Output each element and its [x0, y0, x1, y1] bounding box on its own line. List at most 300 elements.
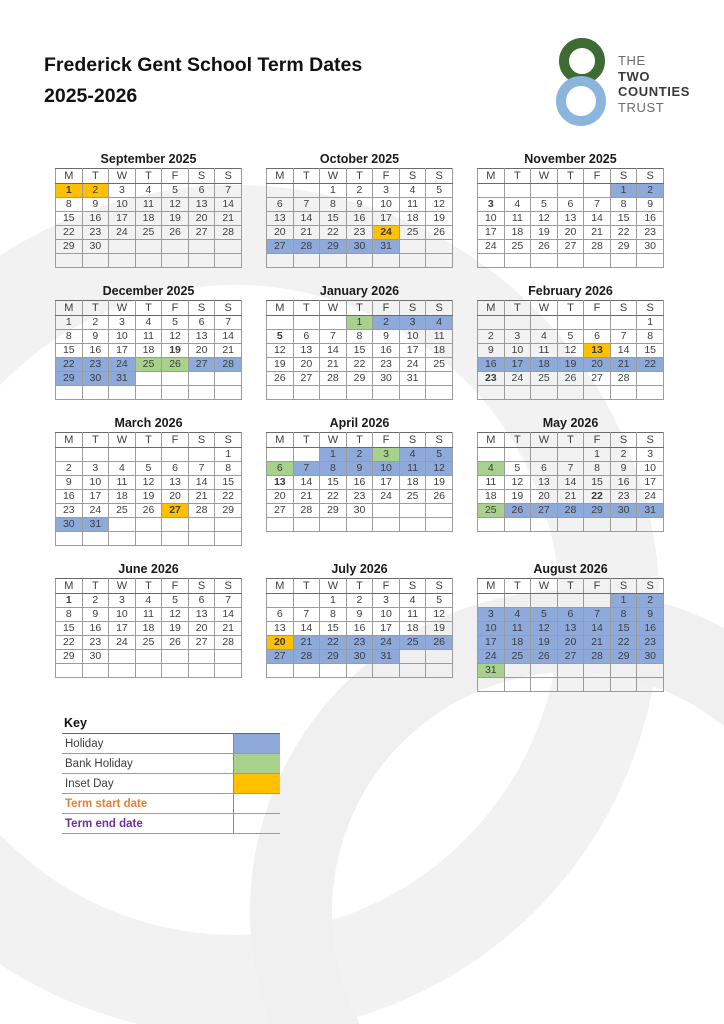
day-cell: 21 — [320, 358, 347, 372]
empty-cell — [373, 386, 400, 400]
empty-cell — [135, 372, 162, 386]
empty-cell — [293, 518, 320, 532]
day-cell: 8 — [320, 462, 347, 476]
day-cell: 1 — [346, 316, 373, 330]
day-cell: 5 — [557, 330, 584, 344]
day-cell: 20 — [267, 226, 294, 240]
empty-cell — [426, 664, 453, 678]
empty-cell — [82, 254, 109, 268]
empty-cell — [346, 386, 373, 400]
day-cell: 21 — [293, 636, 320, 650]
day-cell: 7 — [293, 198, 320, 212]
day-cell: 31 — [373, 240, 400, 254]
key-row — [62, 794, 280, 814]
empty-cell — [531, 386, 558, 400]
weekday-header: S — [610, 301, 637, 316]
weekday-header: S — [188, 579, 215, 594]
day-cell: 22 — [320, 490, 347, 504]
empty-cell — [109, 518, 136, 532]
day-cell: 11 — [399, 462, 426, 476]
day-cell: 25 — [135, 636, 162, 650]
day-cell: 3 — [109, 594, 136, 608]
day-cell: 28 — [293, 650, 320, 664]
day-cell: 19 — [557, 358, 584, 372]
key-label: Bank Holiday — [65, 757, 133, 770]
empty-cell — [56, 254, 83, 268]
weekday-header: W — [320, 579, 347, 594]
month-calendar-july-2026 — [266, 562, 453, 678]
day-cell: 26 — [162, 358, 189, 372]
weekday-header: M — [56, 301, 83, 316]
month-calendar-february-2026 — [477, 284, 664, 400]
day-cell: 18 — [399, 212, 426, 226]
weekday-header: W — [320, 433, 347, 448]
logo-word-trust: TRUST — [618, 99, 665, 115]
day-cell: 9 — [346, 462, 373, 476]
day-cell: 28 — [610, 372, 637, 386]
empty-cell — [531, 678, 558, 692]
day-cell: 23 — [373, 358, 400, 372]
day-cell: 18 — [531, 358, 558, 372]
day-cell: 23 — [346, 226, 373, 240]
month-table — [266, 432, 453, 532]
day-cell: 3 — [109, 316, 136, 330]
empty-cell — [56, 532, 83, 546]
empty-cell — [478, 316, 505, 330]
empty-cell — [610, 254, 637, 268]
month-title: May 2026 — [542, 416, 599, 430]
day-cell: 6 — [188, 184, 215, 198]
day-cell: 4 — [478, 462, 505, 476]
day-cell: 25 — [135, 226, 162, 240]
empty-cell — [504, 678, 531, 692]
day-cell: 27 — [267, 504, 294, 518]
day-cell: 23 — [478, 372, 505, 386]
day-cell: 13 — [188, 330, 215, 344]
day-cell: 4 — [109, 462, 136, 476]
day-cell: 7 — [215, 594, 242, 608]
empty-cell — [188, 532, 215, 546]
weekday-header: M — [267, 301, 294, 316]
weekday-header: S — [610, 579, 637, 594]
empty-swatch — [233, 814, 280, 833]
day-cell: 13 — [188, 608, 215, 622]
logo-blue-ring-icon — [556, 76, 606, 126]
empty-cell — [426, 650, 453, 664]
day-cell: 7 — [293, 608, 320, 622]
empty-cell — [293, 448, 320, 462]
day-cell: 16 — [637, 622, 664, 636]
day-cell: 22 — [320, 636, 347, 650]
weekday-header: T — [346, 169, 373, 184]
weekday-header: T — [82, 579, 109, 594]
day-cell: 20 — [188, 622, 215, 636]
day-cell: 10 — [504, 344, 531, 358]
empty-cell — [215, 532, 242, 546]
weekday-header: T — [293, 433, 320, 448]
empty-cell — [56, 448, 83, 462]
empty-cell — [478, 448, 505, 462]
page-title-line1: Frederick Gent School Term Dates — [44, 54, 363, 76]
day-cell: 23 — [82, 358, 109, 372]
day-cell: 28 — [215, 358, 242, 372]
weekday-header: S — [426, 579, 453, 594]
day-cell: 7 — [584, 198, 611, 212]
weekday-header: T — [504, 579, 531, 594]
weekday-header: T — [293, 301, 320, 316]
logo-word-two: TWO — [618, 68, 651, 84]
empty-cell — [267, 184, 294, 198]
day-cell: 12 — [162, 330, 189, 344]
day-cell: 6 — [188, 594, 215, 608]
day-cell: 17 — [399, 344, 426, 358]
day-cell: 3 — [373, 594, 400, 608]
empty-cell — [346, 254, 373, 268]
day-cell: 6 — [557, 198, 584, 212]
day-cell: 6 — [267, 198, 294, 212]
day-cell: 15 — [320, 622, 347, 636]
day-cell: 5 — [531, 608, 558, 622]
key-row — [62, 814, 280, 834]
day-cell: 9 — [637, 608, 664, 622]
month-title: January 2026 — [319, 284, 400, 298]
day-cell: 16 — [346, 476, 373, 490]
day-cell: 16 — [346, 212, 373, 226]
day-cell: 20 — [531, 490, 558, 504]
day-cell: 18 — [504, 226, 531, 240]
weekday-header: T — [135, 169, 162, 184]
day-cell: 29 — [610, 650, 637, 664]
empty-cell — [637, 372, 664, 386]
day-cell: 16 — [56, 490, 83, 504]
day-cell: 13 — [188, 198, 215, 212]
day-cell: 13 — [267, 622, 294, 636]
day-cell: 3 — [478, 198, 505, 212]
day-cell: 17 — [504, 358, 531, 372]
weekday-header: T — [504, 169, 531, 184]
day-cell: 25 — [504, 650, 531, 664]
empty-cell — [373, 664, 400, 678]
day-cell: 18 — [504, 636, 531, 650]
empty-cell — [188, 650, 215, 664]
month-title: August 2026 — [533, 562, 608, 576]
weekday-header: T — [557, 579, 584, 594]
day-cell: 28 — [215, 636, 242, 650]
weekday-header: M — [478, 579, 505, 594]
day-cell: 30 — [346, 650, 373, 664]
day-cell: 31 — [109, 372, 136, 386]
weekday-header: S — [637, 169, 664, 184]
day-cell: 1 — [320, 594, 347, 608]
weekday-header: M — [267, 433, 294, 448]
day-cell: 27 — [267, 240, 294, 254]
weekday-header: T — [504, 433, 531, 448]
day-cell: 19 — [162, 344, 189, 358]
day-cell: 20 — [162, 490, 189, 504]
day-cell: 27 — [584, 372, 611, 386]
empty-cell — [637, 386, 664, 400]
day-cell: 6 — [267, 462, 294, 476]
day-cell: 8 — [610, 608, 637, 622]
weekday-header: W — [109, 579, 136, 594]
day-cell: 4 — [399, 594, 426, 608]
key-label: Term end date — [65, 817, 143, 830]
month-title: February 2026 — [528, 284, 613, 298]
month-calendar-december-2025 — [55, 284, 242, 400]
empty-cell — [135, 386, 162, 400]
day-cell: 23 — [610, 490, 637, 504]
day-cell: 10 — [373, 608, 400, 622]
day-cell: 11 — [399, 198, 426, 212]
day-cell: 26 — [426, 226, 453, 240]
day-cell: 5 — [426, 594, 453, 608]
day-cell: 10 — [478, 212, 505, 226]
empty-cell — [267, 254, 294, 268]
empty-cell — [610, 316, 637, 330]
empty-cell — [610, 386, 637, 400]
day-cell: 29 — [215, 504, 242, 518]
day-cell: 23 — [82, 636, 109, 650]
day-cell: 2 — [610, 448, 637, 462]
weekday-header: W — [531, 169, 558, 184]
day-cell: 8 — [215, 462, 242, 476]
empty-cell — [267, 664, 294, 678]
day-cell: 19 — [426, 622, 453, 636]
day-cell: 19 — [426, 212, 453, 226]
day-cell: 10 — [82, 476, 109, 490]
empty-cell — [109, 240, 136, 254]
empty-cell — [610, 678, 637, 692]
day-cell: 12 — [504, 476, 531, 490]
weekday-header: M — [478, 169, 505, 184]
weekday-header: M — [56, 433, 83, 448]
empty-cell — [399, 386, 426, 400]
day-cell: 7 — [215, 184, 242, 198]
day-cell: 19 — [504, 490, 531, 504]
weekday-header: M — [478, 301, 505, 316]
empty-cell — [215, 254, 242, 268]
weekday-header: W — [109, 301, 136, 316]
empty-cell — [504, 664, 531, 678]
day-cell: 8 — [320, 198, 347, 212]
day-cell: 3 — [373, 448, 400, 462]
day-cell: 24 — [637, 490, 664, 504]
day-cell: 8 — [584, 462, 611, 476]
day-cell: 1 — [320, 448, 347, 462]
empty-cell — [426, 518, 453, 532]
empty-cell — [188, 518, 215, 532]
day-cell: 4 — [504, 608, 531, 622]
day-cell: 14 — [584, 622, 611, 636]
day-cell: 10 — [373, 198, 400, 212]
day-cell: 11 — [109, 476, 136, 490]
weekday-header: S — [426, 169, 453, 184]
empty-cell — [162, 240, 189, 254]
day-cell: 1 — [56, 184, 83, 198]
empty-cell — [188, 664, 215, 678]
empty-cell — [426, 386, 453, 400]
day-cell: 26 — [504, 504, 531, 518]
day-cell: 24 — [373, 636, 400, 650]
month-title: April 2026 — [329, 416, 390, 430]
day-cell: 30 — [610, 504, 637, 518]
day-cell: 21 — [610, 358, 637, 372]
day-cell: 4 — [399, 448, 426, 462]
day-cell: 14 — [293, 212, 320, 226]
empty-cell — [162, 254, 189, 268]
empty-swatch — [233, 794, 280, 813]
empty-cell — [293, 386, 320, 400]
day-cell: 25 — [478, 504, 505, 518]
empty-cell — [373, 504, 400, 518]
day-cell: 28 — [584, 650, 611, 664]
day-cell: 17 — [637, 476, 664, 490]
empty-cell — [399, 518, 426, 532]
day-cell: 26 — [557, 372, 584, 386]
day-cell: 16 — [478, 358, 505, 372]
weekday-header: W — [109, 433, 136, 448]
day-cell: 26 — [531, 650, 558, 664]
day-cell: 9 — [346, 198, 373, 212]
day-cell: 6 — [557, 608, 584, 622]
day-cell: 3 — [82, 462, 109, 476]
day-cell: 9 — [373, 330, 400, 344]
weekday-header: F — [584, 579, 611, 594]
day-cell: 14 — [320, 344, 347, 358]
empty-cell — [56, 386, 83, 400]
day-cell: 18 — [109, 490, 136, 504]
empty-cell — [584, 184, 611, 198]
weekday-header: S — [215, 169, 242, 184]
day-cell: 23 — [82, 226, 109, 240]
day-cell: 9 — [82, 608, 109, 622]
weekday-header: M — [56, 579, 83, 594]
bank-swatch — [233, 754, 280, 773]
day-cell: 4 — [504, 198, 531, 212]
day-cell: 11 — [135, 330, 162, 344]
month-calendar-april-2026 — [266, 416, 453, 532]
day-cell: 14 — [610, 344, 637, 358]
empty-cell — [82, 386, 109, 400]
day-cell: 25 — [135, 358, 162, 372]
weekday-header: S — [215, 433, 242, 448]
day-cell: 20 — [188, 344, 215, 358]
empty-cell — [584, 386, 611, 400]
empty-cell — [82, 448, 109, 462]
weekday-header: T — [135, 301, 162, 316]
day-cell: 18 — [135, 344, 162, 358]
day-cell: 29 — [56, 650, 83, 664]
day-cell: 14 — [557, 476, 584, 490]
empty-cell — [584, 594, 611, 608]
empty-cell — [637, 254, 664, 268]
day-cell: 8 — [610, 198, 637, 212]
day-cell: 30 — [82, 240, 109, 254]
weekday-header: W — [531, 579, 558, 594]
empty-cell — [399, 650, 426, 664]
empty-cell — [637, 678, 664, 692]
day-cell: 6 — [267, 608, 294, 622]
day-cell: 18 — [399, 476, 426, 490]
empty-cell — [267, 386, 294, 400]
day-cell: 2 — [637, 184, 664, 198]
empty-cell — [162, 372, 189, 386]
day-cell: 7 — [215, 316, 242, 330]
weekday-header: S — [215, 301, 242, 316]
day-cell: 17 — [109, 622, 136, 636]
month-calendar-october-2025 — [266, 152, 453, 268]
holiday-swatch — [233, 734, 280, 753]
empty-cell — [426, 254, 453, 268]
day-cell: 15 — [610, 212, 637, 226]
weekday-header: W — [320, 301, 347, 316]
empty-cell — [188, 386, 215, 400]
weekday-header: T — [557, 433, 584, 448]
day-cell: 13 — [267, 212, 294, 226]
day-cell: 22 — [56, 358, 83, 372]
day-cell: 2 — [637, 594, 664, 608]
month-table — [477, 300, 664, 400]
weekday-header: S — [399, 301, 426, 316]
empty-cell — [162, 650, 189, 664]
logo-wordmark — [618, 53, 690, 115]
day-cell: 12 — [135, 476, 162, 490]
day-cell: 11 — [135, 198, 162, 212]
day-cell: 19 — [426, 476, 453, 490]
day-cell: 18 — [135, 622, 162, 636]
day-cell: 27 — [293, 372, 320, 386]
weekday-header: M — [267, 169, 294, 184]
day-cell: 21 — [215, 212, 242, 226]
weekday-header: T — [135, 579, 162, 594]
day-cell: 18 — [135, 212, 162, 226]
empty-cell — [531, 518, 558, 532]
empty-cell — [637, 518, 664, 532]
day-cell: 7 — [320, 330, 347, 344]
day-cell: 3 — [637, 448, 664, 462]
day-cell: 28 — [293, 504, 320, 518]
weekday-header: F — [373, 579, 400, 594]
empty-cell — [504, 594, 531, 608]
month-calendar-may-2026 — [477, 416, 664, 532]
day-cell: 9 — [56, 476, 83, 490]
empty-cell — [504, 386, 531, 400]
empty-cell — [320, 386, 347, 400]
empty-cell — [637, 664, 664, 678]
empty-cell — [109, 650, 136, 664]
weekday-header: S — [426, 301, 453, 316]
day-cell: 19 — [162, 622, 189, 636]
day-cell: 10 — [478, 622, 505, 636]
empty-cell — [557, 254, 584, 268]
empty-cell — [478, 184, 505, 198]
day-cell: 27 — [188, 358, 215, 372]
day-cell: 11 — [504, 212, 531, 226]
empty-cell — [215, 664, 242, 678]
weekday-header: T — [504, 301, 531, 316]
weekday-header: S — [399, 579, 426, 594]
month-title: July 2026 — [331, 562, 388, 576]
day-cell: 16 — [346, 622, 373, 636]
empty-cell — [426, 240, 453, 254]
day-cell: 27 — [188, 636, 215, 650]
day-cell: 10 — [109, 198, 136, 212]
day-cell: 15 — [56, 622, 83, 636]
day-cell: 24 — [109, 358, 136, 372]
day-cell: 12 — [531, 212, 558, 226]
day-cell: 11 — [504, 622, 531, 636]
empty-cell — [320, 254, 347, 268]
